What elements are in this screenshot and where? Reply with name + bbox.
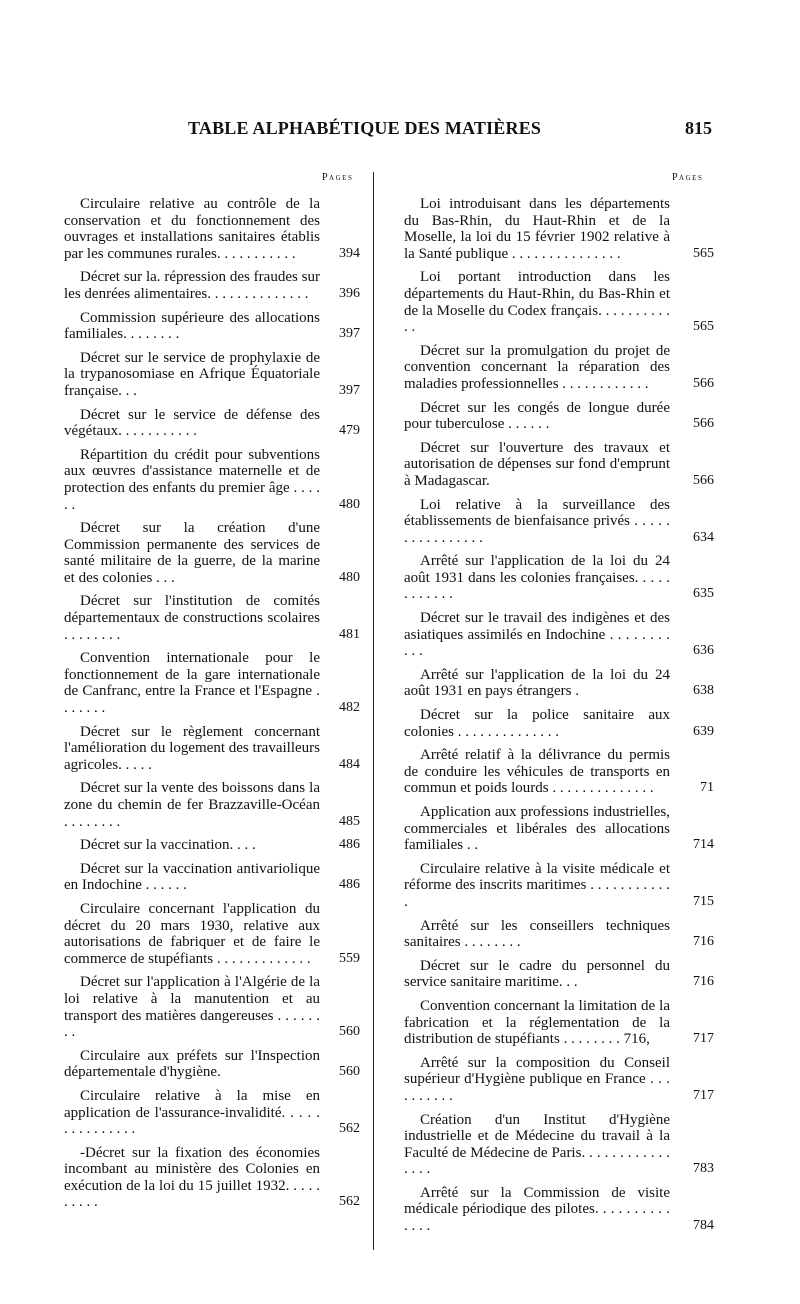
index-entry-text: Convention concernant la limitation de la fabrication et la réglementation de la distribution de stupéfiants . . . . . . . . 716,	[404, 997, 670, 1048]
index-entry-page: 486	[339, 837, 360, 853]
index-entry-text: Décret sur la vente des boissons dans la zone du chemin de fer Brazzaville-Océan . . . . . . . .	[64, 780, 320, 830]
index-entry-page: 634	[693, 529, 714, 545]
right-column	[404, 196, 714, 1242]
index-entry	[64, 350, 360, 400]
index-entry-text: Arrêté relatif à la délivrance du permis de conduire les véhicules de transports en commun et poids lourds . . . . . . . . . . . . . .	[404, 747, 670, 797]
index-entry-text: Décret sur la promulgation du projet de convention concernant la réparation des maladies professionnelles . . . . . . . . . . . .	[404, 342, 670, 392]
index-entry-text: Décret sur la vaccination antivariolique en Indochine . . . . . .	[64, 860, 320, 894]
index-entry-text: Décret sur le service de défense des végétaux. . . . . . . . . . .	[64, 406, 320, 440]
index-entry	[64, 861, 360, 894]
index-entry-text: Décret sur le règlement concernant l'amélioration du logement des travailleurs agricoles. . . . .	[64, 723, 320, 773]
index-entry	[64, 780, 360, 830]
index-entry-text: Décret sur le cadre du personnel du service sanitaire maritime. . .	[404, 957, 670, 991]
index-entry	[404, 998, 714, 1048]
index-entry-page: 559	[339, 950, 360, 966]
index-entry-text: Arrêté sur la composition du Conseil supérieur d'Hygiène publique en France . . . . . . . . . .	[404, 1054, 670, 1104]
index-entry	[64, 447, 360, 513]
page-number: 815	[685, 118, 712, 138]
index-entry-text: Circulaire relative au contrôle de la conservation et du fonctionnement des ouvrages et installations sanitaires établis par les communes rurales. . . . . . . . . . .	[64, 196, 320, 262]
index-entry	[404, 861, 714, 911]
index-entry-text: Répartition du crédit pour subventions aux œuvres d'assistance maternelle et de protection des enfants du premier âge . . . . . .	[64, 446, 320, 513]
index-entry	[64, 196, 360, 262]
index-entry-page: 484	[339, 756, 360, 772]
index-entry-page: 560	[339, 1064, 360, 1080]
index-entry-text: Décret sur le service de prophylaxie de la trypanosomiase en Afrique Équatoriale française. . .	[64, 349, 320, 399]
index-entry-page: 397	[339, 382, 360, 398]
index-entry-page: 562	[339, 1194, 360, 1210]
index-entry-text: Décret sur les congés de longue durée pour tuberculose . . . . . .	[404, 399, 670, 433]
index-entry-page: 717	[693, 1087, 714, 1103]
index-entry-text: Décret sur la police sanitaire aux colonies . . . . . . . . . . . . . .	[404, 707, 670, 740]
pages-column-label-left: Pages	[322, 172, 354, 183]
index-entry-text: Convention internationale pour le fonctionnement de la gare internationale de Canfranc, entre la France et l'Espagne . . . . . . .	[64, 650, 320, 717]
page-title: TABLE ALPHABÉTIQUE DES MATIÈRES	[188, 118, 542, 138]
index-entry-text: Circulaire aux préfets sur l'Inspection départementale d'hygiène.	[64, 1047, 320, 1081]
index-entry-page: 565	[693, 245, 714, 261]
index-entry-page: 485	[339, 813, 360, 829]
index-entry-page: 566	[693, 416, 714, 432]
index-entry	[64, 593, 360, 643]
index-entry	[404, 343, 714, 393]
index-entry-text: Loi relative à la surveillance des établissements de bienfaisance privés . . . . . . . . . . . . . . . .	[404, 496, 670, 546]
index-entry	[404, 1185, 714, 1235]
index-entry	[404, 553, 714, 603]
index-entry	[404, 400, 714, 433]
index-entry-page: 480	[339, 496, 360, 512]
index-entry-page: 715	[693, 893, 714, 909]
index-entry-page: 480	[339, 569, 360, 585]
index-entry-page: 638	[693, 683, 714, 699]
index-entry-text: -Décret sur la fixation des économies incombant au ministère des Colonies en exécution de la loi du 15 juillet 1932. . . . . . . . . .	[64, 1144, 320, 1211]
pages-column-label-right: Pages	[672, 172, 704, 183]
index-entry	[64, 650, 360, 716]
index-entry	[64, 520, 360, 586]
index-entry-page: 397	[339, 326, 360, 342]
index-entry-text: Circulaire relative à la visite médicale et réforme des inscrits maritimes . . . . . . . . . . . .	[404, 860, 670, 910]
index-entry	[404, 958, 714, 991]
index-entry	[404, 707, 714, 740]
index-entry-text: Arrêté sur les conseillers techniques sanitaires . . . . . . . .	[404, 917, 670, 951]
index-entry-page: 714	[693, 837, 714, 853]
index-entry-page: 482	[339, 700, 360, 716]
index-entry-text: Décret sur la vaccination. . . .	[80, 837, 256, 854]
index-entry-page: 717	[693, 1031, 714, 1047]
index-entry-page: 783	[693, 1161, 714, 1177]
index-entry-page: 479	[339, 423, 360, 439]
index-entry-page: 716	[693, 934, 714, 950]
column-divider	[373, 172, 374, 1250]
index-entry	[64, 1145, 360, 1211]
index-entry-text: Application aux professions industrielles, commerciales et libérales des allocations familiales . .	[404, 804, 670, 854]
index-entry	[404, 747, 714, 797]
index-entry	[64, 1048, 360, 1081]
index-entry-page: 566	[693, 375, 714, 391]
index-entry	[404, 196, 714, 262]
index-entry-page: 481	[339, 626, 360, 642]
index-entry	[404, 497, 714, 547]
index-entry-text: Loi introduisant dans les départements du Bas-Rhin, du Haut-Rhin et de la Moselle, la loi du 15 février 1902 relative à la Santé publique . . . . . . . . . . . . . . .	[404, 196, 670, 262]
index-entry-page: 784	[693, 1218, 714, 1234]
index-entry-page: 560	[339, 1024, 360, 1040]
index-entry	[64, 837, 360, 854]
index-entry	[404, 918, 714, 951]
index-entry	[64, 974, 360, 1040]
index-entry	[64, 1088, 360, 1138]
index-entry-page: 639	[693, 723, 714, 739]
index-entry-page: 396	[339, 285, 360, 301]
index-entry	[404, 610, 714, 660]
index-entry-text: Décret sur la. répression des fraudes sur les denrées alimentaires. . . . . . . . . . . . . .	[64, 269, 320, 302]
index-entry-text: Décret sur l'institution de comités départementaux de constructions scolaires . . . . . . . .	[64, 593, 320, 643]
index-entry	[64, 310, 360, 343]
index-entry-page: 565	[693, 319, 714, 335]
index-entry-text: Arrêté sur la Commission de visite médicale périodique des pilotes. . . . . . . . . . . . . .	[404, 1184, 670, 1235]
page-header	[0, 118, 800, 148]
index-entry-page: 486	[339, 877, 360, 893]
index-entry-text: Décret sur la création d'une Commission permanente des services de santé militaire de la guerre, de la marine et des colonies . . .	[64, 520, 320, 586]
index-entry	[404, 1112, 714, 1178]
index-entry	[64, 901, 360, 967]
index-entry-text: Décret sur l'ouverture des travaux et autorisation de dépenses sur fond d'emprunt à Madagascar.	[404, 439, 670, 489]
index-entry-page: 635	[693, 586, 714, 602]
index-entry	[404, 667, 714, 700]
index-entry	[64, 269, 360, 302]
index-entry-text: Arrêté sur l'application de la loi du 24 août 1931 dans les colonies françaises. . . . . . . . . . . .	[404, 553, 670, 603]
index-entry	[404, 269, 714, 335]
index-entry-page: 716	[693, 974, 714, 990]
left-column	[64, 196, 360, 1218]
index-entry	[64, 724, 360, 774]
index-entry	[404, 804, 714, 854]
index-entry-text: Arrêté sur l'application de la loi du 24 août 1931 en pays étrangers .	[404, 666, 670, 700]
index-entry-text: Loi portant introduction dans les départements du Haut-Rhin, du Bas-Rhin et de la Moselle du Codex français. . . . . . . . . . . .	[404, 269, 670, 336]
index-entry	[404, 1055, 714, 1105]
index-entry-text: Décret sur le travail des indigènes et des asiatiques assimilés en Indochine . . . . . . . . . . .	[404, 610, 670, 660]
index-entry-page: 562	[339, 1121, 360, 1137]
index-entry-page: 394	[339, 245, 360, 261]
index-entry-page: 71	[700, 780, 714, 796]
index-entry-page: 566	[693, 472, 714, 488]
index-entry-text: Circulaire relative à la mise en application de l'assurance-invalidité. . . . . . . . . . . . . . .	[64, 1087, 320, 1138]
index-entry-text: Circulaire concernant l'application du décret du 20 mars 1930, relative aux autorisations de fabriquer et de faire le commerce de stupéfiants . . . . . . . . . . . . .	[64, 900, 320, 967]
index-entry-text: Commission supérieure des allocations familiales. . . . . . . .	[64, 309, 320, 343]
index-entry-page: 636	[693, 643, 714, 659]
index-entry-text: Décret sur l'application à l'Algérie de la loi relative à la manutention et au transport des matières dangereuses . . . . . . . .	[64, 974, 320, 1041]
index-entry	[64, 407, 360, 440]
index-entry-text: Création d'un Institut d'Hygiène industrielle et de Médecine du travail à la Faculté de Médecine de Paris. . . . . . . . . . . . . . . .	[404, 1111, 670, 1178]
index-entry	[404, 440, 714, 490]
